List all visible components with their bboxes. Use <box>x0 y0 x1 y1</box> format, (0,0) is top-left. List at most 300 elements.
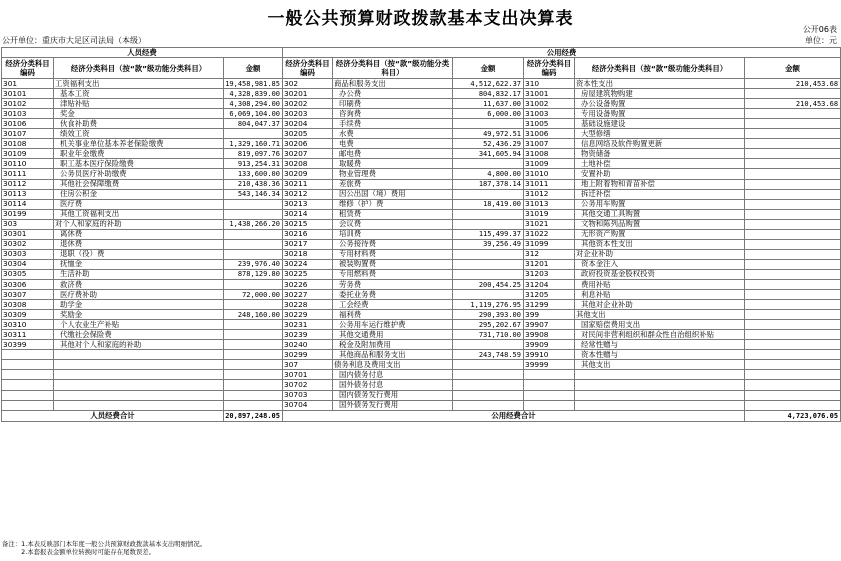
cell-amount <box>745 129 841 139</box>
table-row <box>2 279 841 289</box>
cell-code: 31008 <box>524 149 575 159</box>
public-total-amount: 4,723,076.05 <box>745 410 841 421</box>
cell-name: 国家赔偿费用支出 <box>575 320 745 330</box>
cell-code: 31205 <box>524 290 575 300</box>
cell-code: 30206 <box>283 139 333 149</box>
cell-amount <box>745 159 841 169</box>
cell-amount: 6,000.00 <box>453 109 524 119</box>
cell-code: 30218 <box>283 249 333 259</box>
cell-name: 退职（役）费 <box>54 249 224 259</box>
note-line: 2.本套报表金额单位转换时可能存在尾数误差。 <box>2 548 156 556</box>
cell-amount: 133,600.00 <box>224 169 283 179</box>
cell-name: 国内债务发行费用 <box>333 390 453 400</box>
cell-amount: 290,393.00 <box>453 310 524 320</box>
cell-code <box>524 400 575 410</box>
cell-name: 其他对企业补助 <box>575 300 745 310</box>
cell-code: 30211 <box>283 179 333 189</box>
cell-amount <box>224 279 283 289</box>
cell-amount <box>224 239 283 249</box>
cell-name <box>54 390 224 400</box>
cell-code: 30302 <box>2 239 54 249</box>
cell-amount <box>224 320 283 330</box>
cell-amount: 19,458,981.85 <box>224 79 283 89</box>
table-row <box>2 229 841 239</box>
cell-code: 30701 <box>283 370 333 380</box>
cell-name: 对企业补助 <box>575 249 745 259</box>
cell-name: 取暖费 <box>333 159 453 169</box>
cell-amount <box>745 219 841 229</box>
col-header-name: 经济分类科目（按“款”级功能分类科目） <box>333 58 453 79</box>
cell-amount <box>745 149 841 159</box>
cell-amount: 295,202.67 <box>453 320 524 330</box>
cell-amount <box>224 199 283 209</box>
cell-name <box>54 400 224 410</box>
table-row <box>2 269 841 279</box>
cell-name: 债务利息及费用支出 <box>333 360 453 370</box>
cell-amount: 913,254.31 <box>224 159 283 169</box>
cell-amount <box>224 370 283 380</box>
cell-code <box>2 360 54 370</box>
cell-amount <box>453 400 524 410</box>
cell-name: 利息补贴 <box>575 290 745 300</box>
col-header-code: 经济分类科目编码 <box>283 58 333 79</box>
cell-code: 301 <box>2 79 54 89</box>
cell-name: 资本性赠与 <box>575 350 745 360</box>
cell-name: 土地补偿 <box>575 159 745 169</box>
cell-code: 30205 <box>283 129 333 139</box>
cell-amount <box>745 209 841 219</box>
cell-code: 31019 <box>524 209 575 219</box>
cell-code <box>2 390 54 400</box>
cell-amount: 878,129.80 <box>224 269 283 279</box>
cell-amount <box>453 219 524 229</box>
table-row <box>2 390 841 400</box>
cell-name: 个人农业生产补贴 <box>54 320 224 330</box>
cell-code: 30299 <box>283 350 333 360</box>
cell-amount <box>745 380 841 390</box>
cell-code: 30199 <box>2 209 54 219</box>
cell-name <box>575 390 745 400</box>
table-row <box>2 199 841 209</box>
cell-amount <box>745 119 841 129</box>
cell-code: 30311 <box>2 330 54 340</box>
cell-amount <box>224 390 283 400</box>
table-row <box>2 109 841 119</box>
cell-code: 31002 <box>524 99 575 109</box>
cell-code: 30102 <box>2 99 54 109</box>
cell-name: 手续费 <box>333 119 453 129</box>
cell-code: 31005 <box>524 119 575 129</box>
cell-code: 31006 <box>524 129 575 139</box>
cell-name: 专用燃料费 <box>333 269 453 279</box>
table-row <box>2 209 841 219</box>
cell-code: 30114 <box>2 199 54 209</box>
table-row <box>2 249 841 259</box>
cell-amount: 18,419.00 <box>453 199 524 209</box>
cell-code: 30399 <box>2 340 54 350</box>
cell-name: 专用材料费 <box>333 249 453 259</box>
cell-name: 办公设备购置 <box>575 99 745 109</box>
cell-code: 30112 <box>2 179 54 189</box>
cell-amount <box>453 390 524 400</box>
cell-code: 39907 <box>524 320 575 330</box>
cell-name: 物业管理费 <box>333 169 453 179</box>
cell-code: 303 <box>2 219 54 229</box>
cell-amount: 4,328,839.00 <box>224 89 283 99</box>
cell-code: 30111 <box>2 169 54 179</box>
cell-amount <box>745 330 841 340</box>
cell-amount <box>453 380 524 390</box>
col-header-amount: 金额 <box>453 58 524 79</box>
cell-amount: 11,637.00 <box>453 99 524 109</box>
table-row <box>2 89 841 99</box>
cell-amount: 52,436.29 <box>453 139 524 149</box>
cell-name: 安置补助 <box>575 169 745 179</box>
table-row <box>2 219 841 229</box>
cell-amount <box>453 119 524 129</box>
cell-code: 31013 <box>524 199 575 209</box>
currency-unit: 单位：元 <box>805 36 837 45</box>
cell-code: 31010 <box>524 169 575 179</box>
cell-code: 30303 <box>2 249 54 259</box>
col-header-code: 经济分类科目编码 <box>524 58 575 79</box>
cell-name: 被装购置费 <box>333 259 453 269</box>
cell-amount: 731,710.00 <box>453 330 524 340</box>
cell-code: 30306 <box>2 279 54 289</box>
cell-amount <box>224 400 283 410</box>
cell-name: 费用补贴 <box>575 279 745 289</box>
cell-amount: 341,605.94 <box>453 149 524 159</box>
cell-amount <box>745 310 841 320</box>
table-body <box>2 79 841 411</box>
cell-code: 30216 <box>283 229 333 239</box>
col-header-name: 经济分类科目（按“款”级功能分类科目） <box>54 58 224 79</box>
cell-code: 310 <box>524 79 575 89</box>
cell-code: 31022 <box>524 229 575 239</box>
cell-code: 39909 <box>524 340 575 350</box>
cell-code: 31009 <box>524 159 575 169</box>
table-row <box>2 139 841 149</box>
cell-code: 30239 <box>283 330 333 340</box>
table-row <box>2 350 841 360</box>
cell-name: 职业年金缴费 <box>54 149 224 159</box>
cell-code: 31001 <box>524 89 575 99</box>
cell-amount <box>745 300 841 310</box>
table-row <box>2 119 841 129</box>
cell-name: 生活补助 <box>54 269 224 279</box>
cell-name: 工会经费 <box>333 300 453 310</box>
cell-amount: 4,308,294.00 <box>224 99 283 109</box>
cell-code: 30202 <box>283 99 333 109</box>
col-header-code: 经济分类科目编码 <box>2 58 54 79</box>
cell-amount <box>745 249 841 259</box>
cell-code <box>2 370 54 380</box>
cell-code: 30226 <box>283 279 333 289</box>
public-total-label: 公用经费合计 <box>283 410 745 421</box>
cell-amount: 804,047.37 <box>224 119 283 129</box>
col-header-amount: 金额 <box>745 58 841 79</box>
cell-code <box>524 380 575 390</box>
table-row <box>2 189 841 199</box>
cell-code: 30108 <box>2 139 54 149</box>
cell-amount <box>453 189 524 199</box>
table-row <box>2 79 841 89</box>
cell-name: 税金及附加费用 <box>333 340 453 350</box>
cell-amount <box>224 129 283 139</box>
note-line: 备注：1.本表反映部门本年度一般公共预算财政拨款基本支出明细情况。 <box>2 540 207 548</box>
cell-name <box>54 350 224 360</box>
table-row <box>2 360 841 370</box>
cell-name: 无形资产购置 <box>575 229 745 239</box>
cell-name: 委托业务费 <box>333 290 453 300</box>
cell-name <box>54 370 224 380</box>
expenditure-table <box>1 47 841 422</box>
cell-code: 39910 <box>524 350 575 360</box>
cell-amount <box>224 360 283 370</box>
cell-amount <box>745 370 841 380</box>
cell-name: 电费 <box>333 139 453 149</box>
cell-name: 其他交通费用 <box>333 330 453 340</box>
cell-name <box>54 360 224 370</box>
table-row <box>2 370 841 380</box>
cell-amount <box>224 229 283 239</box>
cell-amount <box>745 320 841 330</box>
cell-amount <box>453 340 524 350</box>
personnel-total-label: 人员经费合计 <box>2 410 224 421</box>
cell-code: 312 <box>524 249 575 259</box>
cell-name: 拆迁补偿 <box>575 189 745 199</box>
cell-name: 维修（护）费 <box>333 199 453 209</box>
personnel-section-header: 人员经费 <box>2 48 283 58</box>
cell-name <box>54 380 224 390</box>
cell-name: 培训费 <box>333 229 453 239</box>
cell-name: 离休费 <box>54 229 224 239</box>
cell-name: 地上附着物和青苗补偿 <box>575 179 745 189</box>
cell-name: 国外债务发行费用 <box>333 400 453 410</box>
cell-name: 奖励金 <box>54 310 224 320</box>
cell-code <box>2 400 54 410</box>
cell-code <box>2 380 54 390</box>
cell-name <box>575 370 745 380</box>
cell-code: 30208 <box>283 159 333 169</box>
cell-code: 30304 <box>2 259 54 269</box>
page-title: 一般公共预算财政拨款基本支出决算表 <box>267 9 574 29</box>
table-row <box>2 290 841 300</box>
cell-name: 医疗费 <box>54 199 224 209</box>
cell-amount: 804,832.17 <box>453 89 524 99</box>
table-row <box>2 330 841 340</box>
cell-code <box>524 390 575 400</box>
cell-amount: 248,160.00 <box>224 310 283 320</box>
cell-amount <box>745 239 841 249</box>
notes <box>2 540 206 556</box>
cell-amount <box>745 400 841 410</box>
cell-name: 水费 <box>333 129 453 139</box>
cell-code: 31099 <box>524 239 575 249</box>
cell-amount: 239,976.40 <box>224 259 283 269</box>
cell-name: 医疗费补助 <box>54 290 224 300</box>
table-row <box>2 239 841 249</box>
cell-amount: 6,069,104.00 <box>224 109 283 119</box>
cell-amount <box>224 330 283 340</box>
cell-name: 其他支出 <box>575 310 745 320</box>
table-row <box>2 300 841 310</box>
cell-name: 公务用车购置 <box>575 199 745 209</box>
cell-amount: 187,378.14 <box>453 179 524 189</box>
cell-code: 399 <box>524 310 575 320</box>
cell-name <box>575 380 745 390</box>
cell-name: 咨询费 <box>333 109 453 119</box>
cell-amount <box>745 229 841 239</box>
cell-amount <box>745 259 841 269</box>
cell-code: 30305 <box>2 269 54 279</box>
personnel-total-amount: 20,897,248.05 <box>224 410 283 421</box>
table-row <box>2 310 841 320</box>
cell-name: 福利费 <box>333 310 453 320</box>
cell-code: 30213 <box>283 199 333 209</box>
cell-code: 30107 <box>2 129 54 139</box>
cell-name: 对民间非营利组织和群众性自治组织补贴 <box>575 330 745 340</box>
cell-amount: 543,146.34 <box>224 189 283 199</box>
cell-amount: 4,512,622.37 <box>453 79 524 89</box>
cell-amount: 49,972.51 <box>453 129 524 139</box>
cell-name: 其他社会保障缴费 <box>54 179 224 189</box>
cell-amount: 72,000.00 <box>224 290 283 300</box>
cell-amount <box>745 139 841 149</box>
cell-amount <box>745 279 841 289</box>
cell-name: 退休费 <box>54 239 224 249</box>
cell-name: 津贴补贴 <box>54 99 224 109</box>
cell-name: 资本性支出 <box>575 79 745 89</box>
table-row <box>2 99 841 109</box>
cell-name: 其他交通工具购置 <box>575 209 745 219</box>
cell-name <box>575 400 745 410</box>
table-row <box>2 400 841 410</box>
cell-name: 文物和陈列品购置 <box>575 219 745 229</box>
cell-name: 抚恤金 <box>54 259 224 269</box>
cell-name: 房屋建筑物购建 <box>575 89 745 99</box>
cell-code: 30240 <box>283 340 333 350</box>
cell-code: 30204 <box>283 119 333 129</box>
totals-row <box>2 410 841 421</box>
cell-name: 邮电费 <box>333 149 453 159</box>
cell-amount <box>453 209 524 219</box>
cell-amount <box>745 199 841 209</box>
cell-amount <box>224 249 283 259</box>
cell-code: 30106 <box>2 119 54 129</box>
cell-name: 物资储备 <box>575 149 745 159</box>
cell-amount <box>745 390 841 400</box>
cell-code: 30702 <box>283 380 333 390</box>
cell-code: 30703 <box>283 390 333 400</box>
reporting-unit: 公开单位：重庆市大足区司法局（本级） <box>2 36 146 45</box>
cell-amount <box>745 340 841 350</box>
cell-amount <box>453 290 524 300</box>
cell-code: 30201 <box>283 89 333 99</box>
cell-code: 31021 <box>524 219 575 229</box>
cell-amount <box>224 340 283 350</box>
cell-code: 30231 <box>283 320 333 330</box>
table-row <box>2 179 841 189</box>
cell-amount <box>224 380 283 390</box>
cell-code: 31003 <box>524 109 575 119</box>
cell-code: 30109 <box>2 149 54 159</box>
cell-code: 30225 <box>283 269 333 279</box>
cell-amount: 1,329,160.71 <box>224 139 283 149</box>
cell-amount <box>745 89 841 99</box>
cell-amount <box>224 350 283 360</box>
cell-code: 30308 <box>2 300 54 310</box>
cell-name: 住房公积金 <box>54 189 224 199</box>
cell-code: 30110 <box>2 159 54 169</box>
cell-name: 差旅费 <box>333 179 453 189</box>
cell-name: 因公出国（境）费用 <box>333 189 453 199</box>
cell-code: 30217 <box>283 239 333 249</box>
cell-amount <box>745 169 841 179</box>
cell-code: 302 <box>283 79 333 89</box>
cell-code: 30215 <box>283 219 333 229</box>
cell-amount: 1,119,276.95 <box>453 300 524 310</box>
cell-code: 30228 <box>283 300 333 310</box>
cell-name: 其他商品和服务支出 <box>333 350 453 360</box>
cell-amount <box>745 269 841 279</box>
table-row <box>2 340 841 350</box>
cell-name: 公务接待费 <box>333 239 453 249</box>
cell-code: 307 <box>283 360 333 370</box>
cell-name: 对个人和家庭的补助 <box>54 219 224 229</box>
cell-code: 30103 <box>2 109 54 119</box>
cell-code: 31204 <box>524 279 575 289</box>
cell-code: 31299 <box>524 300 575 310</box>
cell-code: 30209 <box>283 169 333 179</box>
table-row <box>2 159 841 169</box>
cell-name: 公务用车运行维护费 <box>333 320 453 330</box>
cell-code: 30229 <box>283 310 333 320</box>
cell-amount <box>453 360 524 370</box>
cell-amount <box>745 189 841 199</box>
cell-code: 39908 <box>524 330 575 340</box>
cell-name: 伙食补助费 <box>54 119 224 129</box>
cell-code: 39999 <box>524 360 575 370</box>
cell-amount: 243,748.59 <box>453 350 524 360</box>
cell-amount: 115,499.37 <box>453 229 524 239</box>
cell-name: 国内债务付息 <box>333 370 453 380</box>
cell-name: 国外债务付息 <box>333 380 453 390</box>
cell-code: 30704 <box>283 400 333 410</box>
table-row <box>2 129 841 139</box>
cell-amount <box>453 249 524 259</box>
cell-code: 30307 <box>2 290 54 300</box>
cell-name: 经常性赠与 <box>575 340 745 350</box>
cell-name: 助学金 <box>54 300 224 310</box>
cell-amount <box>453 269 524 279</box>
cell-name: 商品和服务支出 <box>333 79 453 89</box>
cell-name: 其他对个人和家庭的补助 <box>54 340 224 350</box>
cell-name: 会议费 <box>333 219 453 229</box>
cell-amount <box>224 209 283 219</box>
cell-name: 印刷费 <box>333 99 453 109</box>
table-row <box>2 320 841 330</box>
cell-amount: 39,256.49 <box>453 239 524 249</box>
cell-name: 其他资本性支出 <box>575 239 745 249</box>
cell-code: 30301 <box>2 229 54 239</box>
cell-code: 30214 <box>283 209 333 219</box>
cell-code: 31011 <box>524 179 575 189</box>
cell-code: 30224 <box>283 259 333 269</box>
cell-code: 31012 <box>524 189 575 199</box>
cell-amount: 210,438.36 <box>224 179 283 189</box>
cell-amount <box>745 360 841 370</box>
